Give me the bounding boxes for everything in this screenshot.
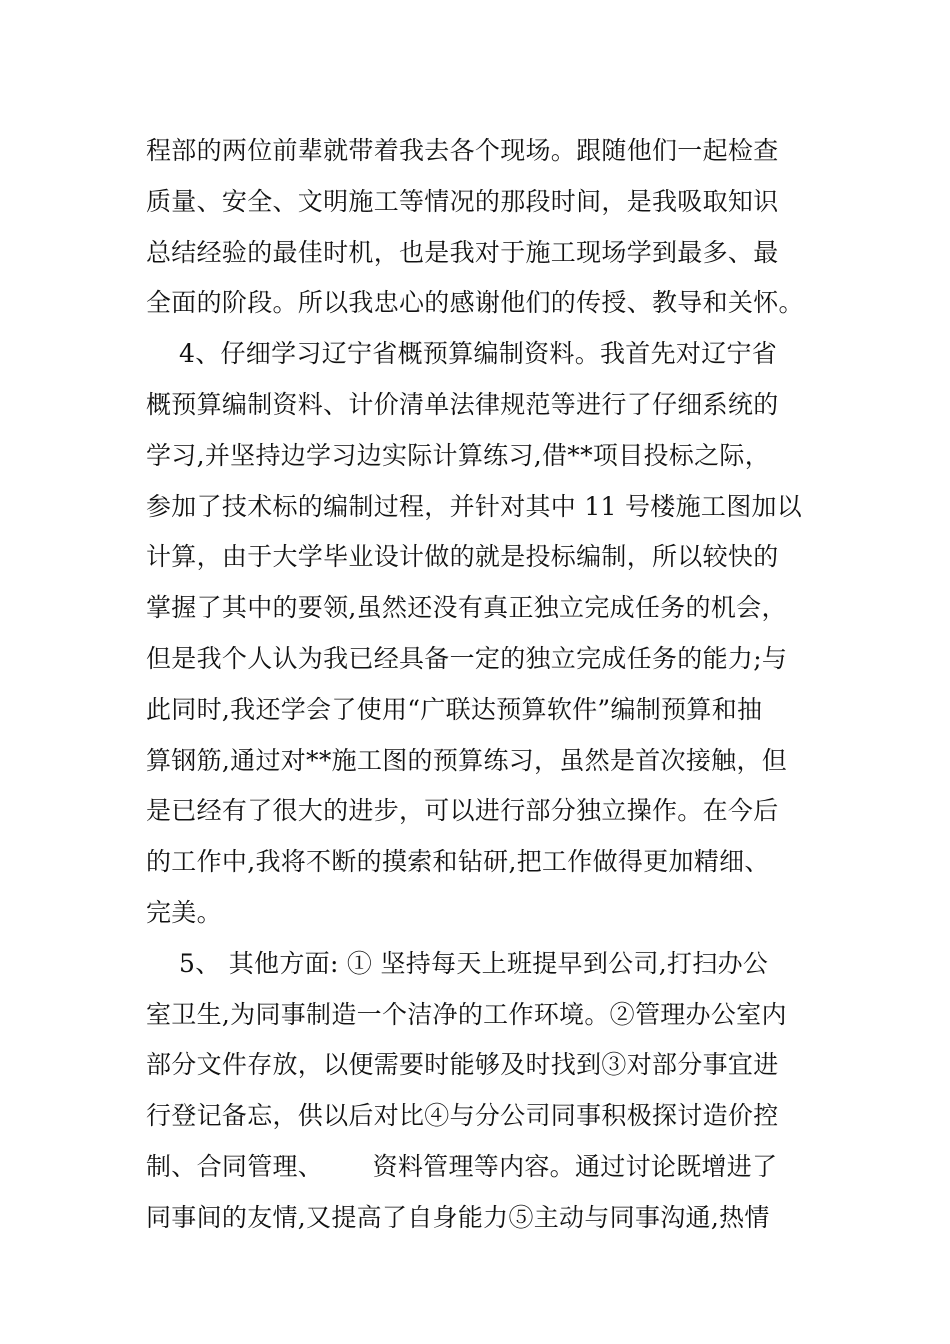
text-line: 是已经有了很大的进步，可以进行部分独立操作。在今后 xyxy=(146,796,779,826)
text-line: 同事间的友情,又提高了自身能力⑤主动与同事沟通,热情 xyxy=(146,1202,770,1232)
text-line: 完美。 xyxy=(146,897,222,927)
text-line: 总结经验的最佳时机，也是我对于施工现场学到最多、最 xyxy=(146,237,779,267)
text-line: 掌握了其中的要领,虽然还没有真正独立完成任务的机会， xyxy=(146,593,787,623)
text-line: 质量、安全、文明施工等情况的那段时间，是我吸取知识 xyxy=(146,186,779,216)
text-line: 制、合同管理、 资料管理等内容。通过讨论既增进了 xyxy=(146,1151,778,1181)
text-line: 程部的两位前辈就带着我去各个现场。跟随他们一起检查 xyxy=(146,136,779,165)
text-line: 参加了技术标的编制过程，并针对其中 11 号楼施工图加以 xyxy=(146,491,803,521)
text-line: 但是我个人认为我已经具备一定的独立完成任务的能力;与 xyxy=(146,643,788,673)
text-line: 学习,并坚持边学习边实际计算练习,借**项目投标之际， xyxy=(146,440,770,470)
text-line: 算钢筋,通过对**施工图的预算练习，虽然是首次接触，但 xyxy=(146,745,788,775)
text-line: 全面的阶段。所以我忠心的感谢他们的传授、教导和关怀。 xyxy=(146,288,804,318)
text-line: 室卫生,为同事制造一个洁净的工作环境。②管理办公室内 xyxy=(146,999,787,1029)
text-line: 4、仔细学习辽宁省概预算编制资料。我首先对辽宁省 xyxy=(146,339,778,369)
text-line: 此同时,我还学会了使用“广联达预算软件”编制预算和抽 xyxy=(146,694,763,724)
text-line: 部分文件存放，以便需要时能够及时找到③对部分事宜进 xyxy=(146,1050,779,1080)
text-line: 的工作中,我将不断的摸索和钻研,把工作做得更加精细、 xyxy=(146,847,770,877)
body-text xyxy=(146,126,816,1244)
text-line: 5、 其他方面: ① 坚持每天上班提早到公司,打扫办公 xyxy=(146,948,769,978)
text-line: 行登记备忘，供以后对比④与分公司同事积极探讨造价控 xyxy=(146,1101,779,1131)
text-line: 计算，由于大学毕业设计做的就是投标编制，所以较快的 xyxy=(146,542,779,572)
text-line: 概预算编制资料、计价清单法律规范等进行了仔细系统的 xyxy=(146,389,779,419)
